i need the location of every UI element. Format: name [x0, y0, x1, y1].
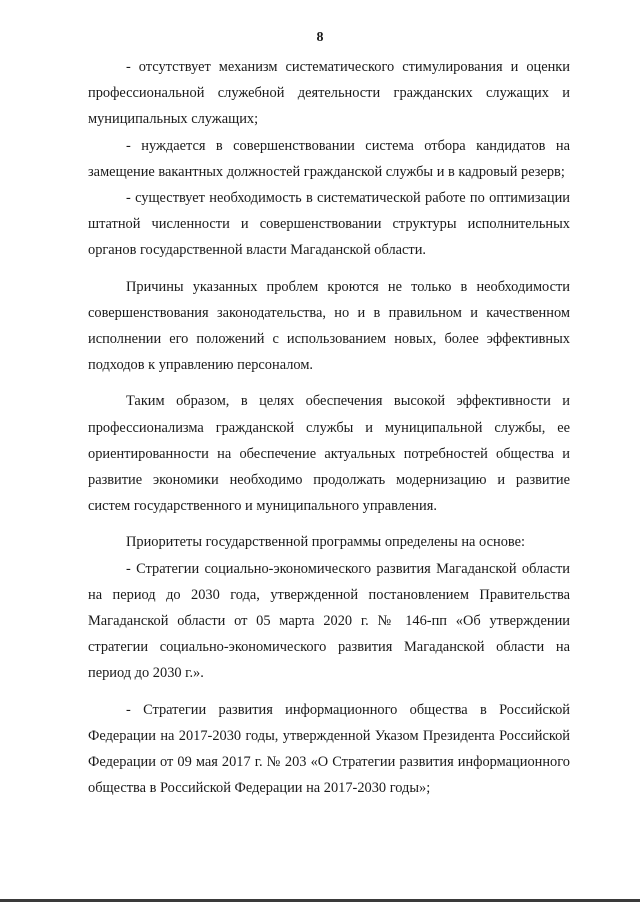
- scan-bottom-edge: [0, 899, 640, 902]
- paragraph: Приоритеты государственной программы определены на основе:: [126, 534, 525, 551]
- document-body: [88, 54, 570, 801]
- paragraph: - Стратегии социально-экономического развития Магаданской области на период до 2030 года, утвержденной постановлением Правительства Магаданской области от 05 марта 2020 г. № 146-пп «Об утверждении стратегии социально-экономического развития Магаданской области на период до 2030 г.».: [88, 560, 570, 682]
- paragraph: Таким образом, в целях обеспечения высокой эффективности и профессионализма гражданской службы и муниципальной службы, ее ориентированности на обеспечение актуальных потребностей общества и развитие экономики необходимо продолжать модернизацию и развитие систем государственного и муниципального управления.: [88, 393, 570, 515]
- paragraph: - существует необходимость в систематической работе по оптимизации штатной численности и совершенствовании структуры исполнительных органов государственной власти Магаданской области.: [88, 190, 570, 259]
- page-number: 8: [316, 30, 324, 45]
- paragraph: - отсутствует механизм систематического стимулирования и оценки профессиональной служебной деятельности гражданских служащих и муниципальных служащих;: [88, 59, 570, 128]
- paragraph: - нуждается в совершенствовании система отбора кандидатов на замещение вакантных должностей гражданской службы и в кадровый резерв;: [88, 137, 570, 180]
- paragraph: Причины указанных проблем кроются не только в необходимости совершенствования законодательства, но и в правильном и качественном исполнении его положений с использованием новых, более эффективных подходов к управлению персоналом.: [88, 278, 570, 374]
- paragraph: - Стратегии развития информационного общества в Российской Федерации на 2017-2030 годы, утвержденной Указом Президента Российской Федерации от 09 мая 2017 г. № 203 «О Стратегии развития информационного общества в Российской Федерации на 2017-2030 годы»;: [88, 701, 570, 797]
